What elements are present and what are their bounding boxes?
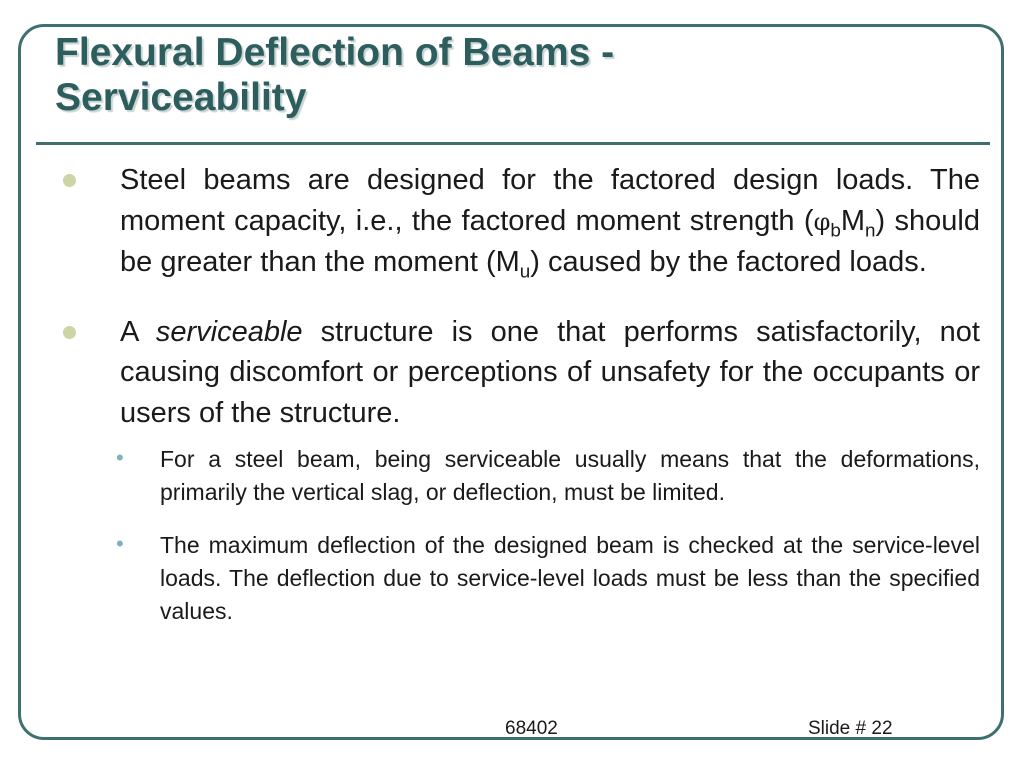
footer-course-number: 68402 [505, 718, 558, 739]
slide-title [55, 30, 955, 120]
sub-bullet-text: For a steel beam, being serviceable usually means that the deformations, primarily the vertical slag, or deflection, must be limited. [160, 446, 980, 505]
sub-bullet-item-max-deflection [60, 529, 980, 628]
bullet-item-design-loads [60, 160, 980, 283]
moment-subscript: n [865, 219, 876, 241]
moment-symbol: M [840, 204, 866, 237]
bullet-item-serviceable [60, 312, 980, 434]
sub-bullet-dot-icon: • [116, 531, 124, 556]
title-divider [36, 142, 990, 145]
title-line-2: Serviceability [55, 76, 307, 119]
bullet-dot-icon [63, 326, 76, 339]
bullet-dot-icon [63, 174, 76, 187]
sub-bullet-dot-icon: • [116, 445, 124, 470]
bullet-text-part: Steel beams are designed for the factored design loads. The moment capacity, i.e., the factored moment strength ( [120, 164, 980, 237]
sub-bullet-item-deformations [60, 443, 980, 509]
phi-symbol: φ [813, 207, 831, 236]
serviceable-emphasis: serviceable [155, 315, 303, 348]
phi-subscript: b [830, 219, 841, 241]
footer-slide-number: Slide # 22 [808, 718, 893, 739]
bullet-text-part: ) should be greater than the moment (M [120, 204, 980, 278]
slide-body [60, 160, 980, 628]
mu-subscript: u [519, 260, 531, 282]
bullet-text-part: A [120, 315, 156, 348]
bullet-text-part: structure is one that performs satisfactorily, not causing discomfort or perceptions of unsafety for the occupants or users of the structure. [120, 315, 980, 429]
bullet-text-part: ) caused by the factored loads. [530, 246, 927, 278]
title-line-1: Flexural Deflection of Beams - [55, 31, 615, 74]
sub-bullet-text: The maximum deflection of the designed beam is checked at the service-level loads. The deflection due to service-level loads must be less than the specified values. [160, 532, 980, 624]
